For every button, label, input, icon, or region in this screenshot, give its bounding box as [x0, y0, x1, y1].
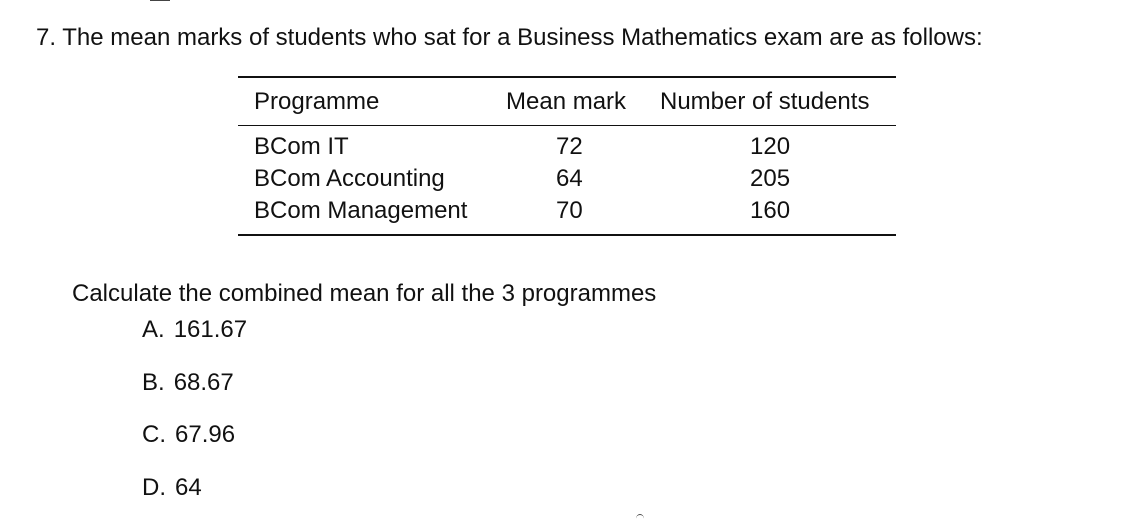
row-mean-mark-cell: 72 — [556, 133, 583, 160]
option-letter: B. — [142, 369, 165, 396]
option-letter: C. — [142, 421, 166, 448]
row-programme-cell: BCom IT — [254, 133, 349, 160]
question-prompt: Calculate the combined mean for all the 3 programmes — [72, 280, 657, 307]
answer-option-a[interactable] — [142, 316, 247, 344]
option-letter: A. — [142, 316, 165, 343]
option-value: 68.67 — [173, 369, 234, 396]
header-number-of-students: Number of students — [660, 88, 870, 115]
question-stem: 7. The mean marks of students who sat for a Business Mathematics exam are as follows: — [36, 24, 983, 51]
row-number-of-students-cell: 160 — [750, 197, 791, 224]
row-programme-cell: BCom Management — [254, 197, 468, 224]
answer-option-c[interactable] — [142, 421, 235, 449]
option-value: 64 — [175, 474, 202, 501]
option-value: 161.67 — [173, 316, 248, 343]
answer-option-b[interactable] — [142, 369, 234, 397]
row-number-of-students-cell: 120 — [750, 133, 791, 160]
header-programme: Programme — [254, 88, 380, 115]
row-mean-mark-cell: 64 — [556, 165, 583, 192]
row-mean-mark-cell: 70 — [556, 197, 583, 224]
row-number-of-students-cell: 205 — [750, 165, 791, 192]
answer-option-d[interactable] — [142, 474, 202, 502]
row-programme-cell: BCom Accounting — [254, 165, 445, 192]
previous-page-fragment — [150, 0, 170, 1]
table-header — [238, 78, 896, 126]
option-letter: D. — [142, 474, 166, 501]
mean-marks-table — [238, 76, 896, 236]
header-mean-mark: Mean mark — [506, 88, 627, 115]
option-value: 67.96 — [175, 421, 236, 448]
